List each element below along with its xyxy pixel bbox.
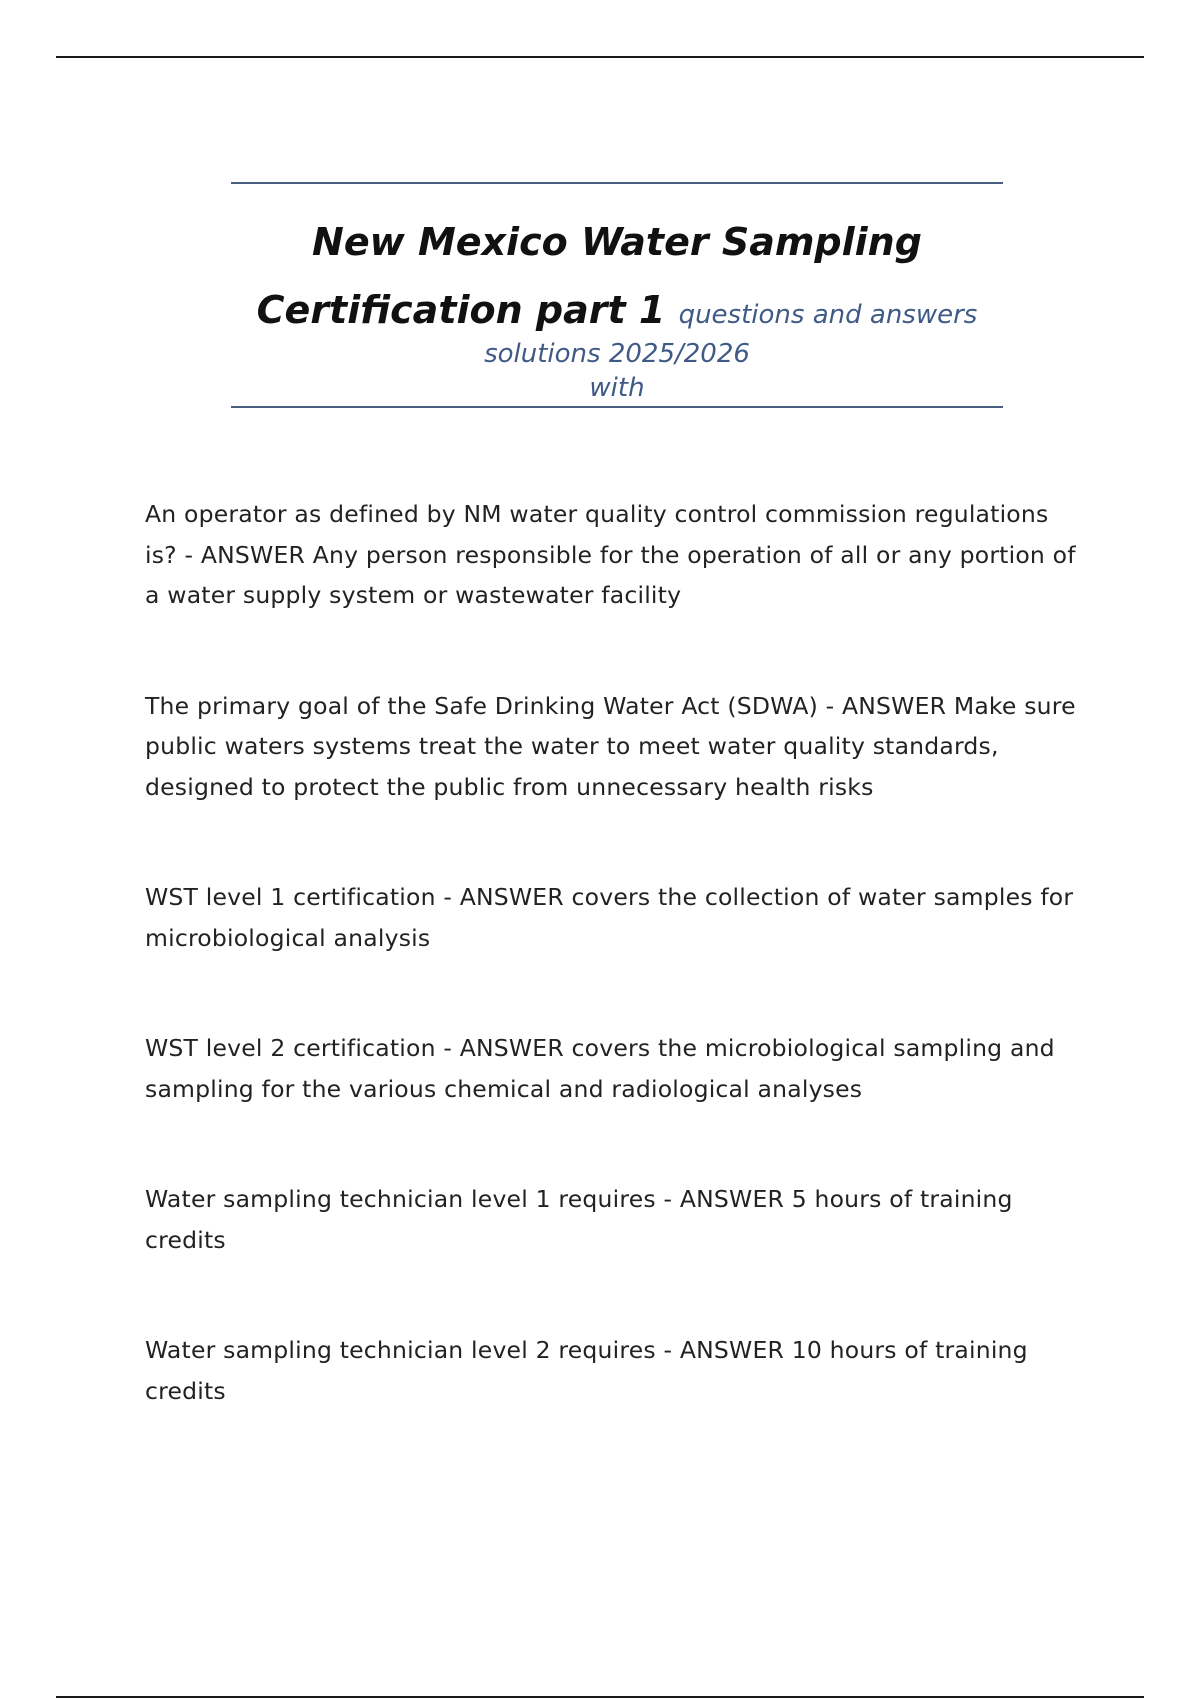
qa-item-6: Water sampling technician level 2 requires - ANSWER 10 hours of training credits <box>145 1336 1028 1405</box>
qa-item-4: WST level 2 certification - ANSWER covers the microbiological sampling and sampling for the various chemical and radiological analyses <box>145 1034 1055 1103</box>
page-bottom-rule <box>56 1696 1144 1698</box>
title-main: New Mexico Water Sampling Certification part 1 <box>256 220 922 332</box>
qa-item-1: An operator as defined by NM water quality control commission regulations is? - ANSWER Any person responsible for the operation of all or any portion of a water supply system or wastewater facility <box>145 500 1076 609</box>
qa-item-5: Water sampling technician level 1 requires - ANSWER 5 hours of training credits <box>145 1185 1013 1254</box>
page-top-rule <box>56 56 1144 58</box>
title-upper-rule <box>231 182 1003 184</box>
qa-item-2: The primary goal of the Safe Drinking Water Act (SDWA) - ANSWER Make sure public waters systems treat the water to meet water quality standards, designed to protect the public from unnecessary health risks <box>145 691 1076 801</box>
title-subtitle-inline: questions and answers with <box>589 300 978 403</box>
title-lower-rule <box>231 406 1003 408</box>
qa-item-3: WST level 1 certification - ANSWER covers the collection of water samples for microbiological analysis <box>145 883 1074 952</box>
title-block <box>231 182 1003 408</box>
title-subtitle-line2: solutions 2025/2026 <box>484 339 750 369</box>
document-title <box>231 208 1003 422</box>
qa-list <box>145 494 1085 1411</box>
